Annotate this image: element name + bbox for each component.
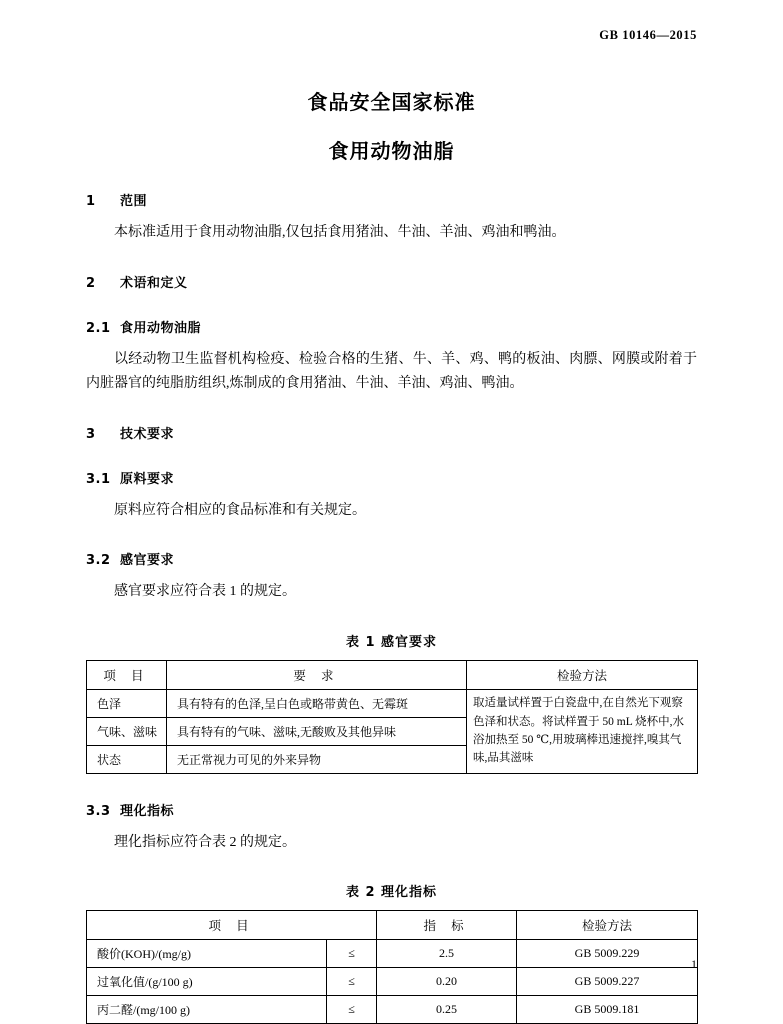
table-header-row — [87, 660, 698, 689]
section-heading-2 — [86, 272, 697, 291]
table-2-item-0: 酸价(KOH)/(mg/g) — [87, 940, 327, 968]
table-row — [87, 968, 698, 996]
table-2-item-2: 丙二醛/(mg/100 g) — [87, 996, 327, 1024]
table-row — [87, 996, 698, 1024]
table-1-item-1: 气味、滋味 — [87, 717, 167, 745]
section-number-1: 1 — [86, 194, 96, 209]
page-number: 1 — [691, 957, 697, 971]
table-1-caption: 表 1 感官要求 — [345, 634, 438, 650]
page-title: 食品安全国家标准 — [307, 90, 476, 114]
section-heading-3-3 — [86, 800, 697, 819]
table-2-op-2: ≤ — [327, 996, 377, 1024]
section-paragraph-1: 本标准适用于食用动物油脂,仅包括食用猪油、牛油、羊油、鸡油和鸭油。 — [114, 225, 566, 240]
table-1-requirement-2: 无正常视力可见的外来异物 — [167, 745, 467, 773]
section-number-2-1: 2.1 — [86, 320, 111, 336]
table-2-caption: 表 2 理化指标 — [345, 885, 438, 900]
section-title-3-3: 理化指标 — [120, 803, 175, 819]
section-heading-3-1 — [86, 468, 697, 487]
table-1-item-0: 色泽 — [87, 689, 167, 717]
table-2-value-0: 2.5 — [377, 940, 517, 968]
table-2-header-item: 项 目 — [87, 911, 377, 940]
section-title-3-1: 原料要求 — [120, 471, 175, 487]
standard-number: GB 10146—2015 — [599, 28, 697, 42]
table-2-value-1: 0.20 — [377, 968, 517, 996]
section-title-2-1: 食用动物油脂 — [120, 320, 202, 336]
section-paragraph-3-1: 原料应符合相应的食品标准和有关规定。 — [114, 502, 366, 518]
section-heading-3 — [86, 423, 697, 442]
table-2-header-method: 检验方法 — [517, 911, 698, 940]
section-number-2: 2 — [86, 275, 96, 291]
table-2-method-1: GB 5009.227 — [517, 968, 698, 996]
table-row — [87, 940, 698, 968]
sensory-requirements-table — [86, 660, 698, 774]
section-paragraph-3-3: 理化指标应符合表 2 的规定。 — [114, 834, 296, 850]
table-1-item-2: 状态 — [87, 745, 167, 773]
section-heading-3-2 — [86, 549, 697, 568]
section-title-3-2: 感官要求 — [120, 553, 175, 568]
section-title-3: 技术要求 — [120, 426, 175, 442]
table-2-op-0: ≤ — [327, 940, 377, 968]
page-subtitle: 食用动物油脂 — [328, 139, 455, 163]
table-1-header-item: 项 目 — [87, 660, 167, 689]
table-2-method-0: GB 5009.229 — [517, 940, 698, 968]
table-row — [87, 689, 698, 717]
section-title-2: 术语和定义 — [120, 275, 188, 291]
table-2-header-index: 指 标 — [377, 911, 517, 940]
table-2-op-1: ≤ — [327, 968, 377, 996]
section-number-3-1: 3.1 — [86, 471, 111, 487]
section-paragraph-2-1: 以经动物卫生监督机构检疫、检验合格的生猪、牛、羊、鸡、鸭的板油、肉膘、网膜或附着于内脏器官的纯脂肪组织,炼制成的食用猪油、牛油、羊油、鸡油、鸭油。 — [86, 351, 697, 391]
table-1-requirement-1: 具有特有的气味、滋味,无酸败及其他异味 — [167, 717, 467, 745]
page-header — [86, 0, 697, 43]
section-paragraph-3-2: 感官要求应符合表 1 的规定。 — [114, 584, 296, 599]
table-1-method: 取适量试样置于白瓷盘中,在自然光下观察色泽和状态。将试样置于 50 mL 烧杯中,水浴加热至 50 ℃,用玻璃棒迅速搅拌,嗅其气味,品其滋味 — [467, 689, 698, 773]
table-2-method-2: GB 5009.181 — [517, 996, 698, 1024]
table-1-header-method: 检验方法 — [467, 660, 698, 689]
title-block — [86, 87, 697, 164]
section-title-1: 范围 — [120, 194, 148, 209]
section-number-3-2: 3.2 — [86, 553, 111, 568]
table-2-value-2: 0.25 — [377, 996, 517, 1024]
section-heading-2-1 — [86, 317, 697, 336]
section-heading-1 — [86, 190, 697, 209]
section-number-3: 3 — [86, 426, 96, 442]
table-1-header-requirement: 要 求 — [167, 660, 467, 689]
table-1-requirement-0: 具有特有的色泽,呈白色或略带黄色、无霉斑 — [167, 689, 467, 717]
table-header-row — [87, 911, 698, 940]
physicochemical-indicators-table — [86, 910, 698, 1024]
section-number-3-3: 3.3 — [86, 803, 111, 819]
table-2-item-1: 过氧化值/(g/100 g) — [87, 968, 327, 996]
